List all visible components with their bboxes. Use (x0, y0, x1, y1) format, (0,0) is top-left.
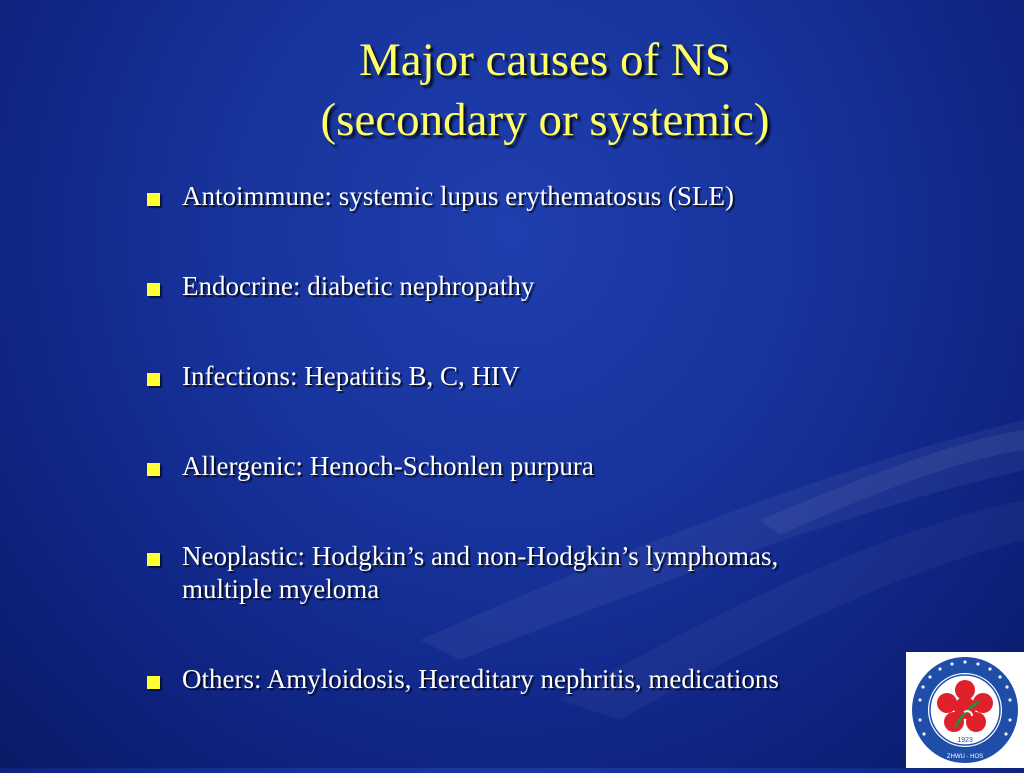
bullet-item (140, 663, 840, 696)
bullet-list (140, 180, 840, 696)
bullet-text: Allergenic: Henoch-Schonlen purpura (182, 451, 594, 481)
slide-title-line-2: (secondary or systemic) (320, 94, 770, 146)
bullet-item (140, 450, 840, 483)
hospital-seal-icon (906, 652, 1024, 768)
bullet-text: Infections: Hepatitis B, C, HIV (182, 361, 520, 391)
bullet-text: Antoimmune: systemic lupus erythematosus (SLE) (182, 181, 734, 211)
square-bullet-icon (147, 553, 160, 566)
bullet-item (140, 360, 840, 393)
square-bullet-icon (147, 676, 160, 689)
hospital-logo (906, 652, 1024, 768)
slide-title (0, 30, 1024, 150)
bullet-item (140, 270, 840, 303)
square-bullet-icon (147, 283, 160, 296)
square-bullet-icon (147, 463, 160, 476)
logo-initials: ZHWU · HOS (946, 754, 984, 760)
bullet-text: Others: Amyloidosis, Hereditary nephritis, medications (182, 664, 779, 694)
bullet-item (140, 540, 840, 606)
bullet-item (140, 180, 840, 213)
square-bullet-icon (147, 373, 160, 386)
bullet-text: Endocrine: diabetic nephropathy (182, 271, 535, 301)
logo-year: 1923 (957, 737, 973, 744)
slide-title-line-1: Major causes of NS (358, 34, 731, 86)
bullet-text: Neoplastic: Hodgkin’s and non-Hodgkin’s lymphomas, multiple myeloma (182, 541, 779, 604)
square-bullet-icon (147, 193, 160, 206)
